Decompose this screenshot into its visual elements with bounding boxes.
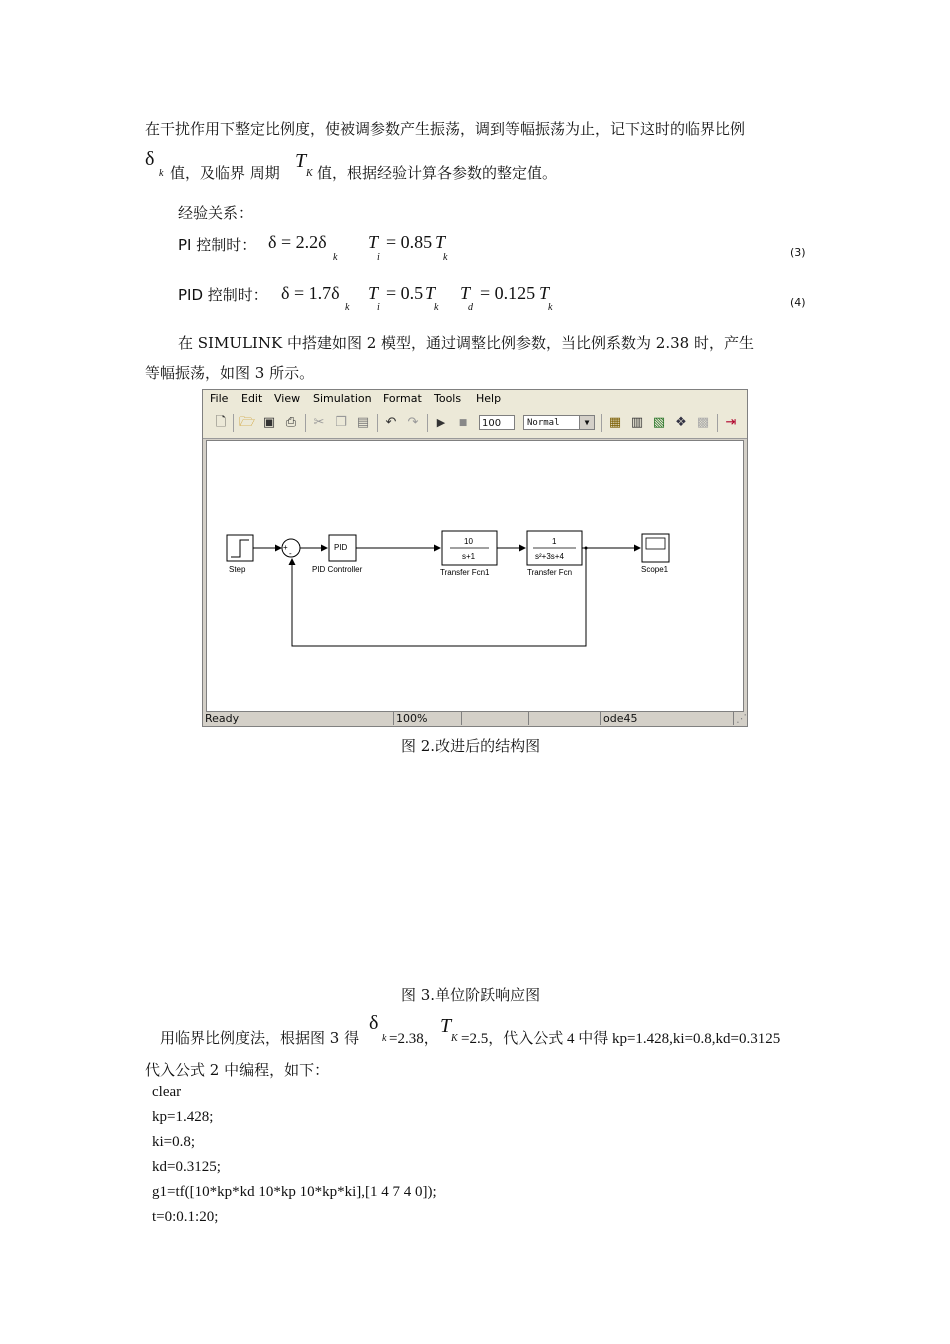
pid-equation-part: δ = 1.7δ — [281, 283, 340, 303]
save-icon[interactable]: ▣ — [262, 415, 276, 430]
delta-symbol: δ — [145, 148, 155, 170]
delta-symbol: δ — [369, 1012, 379, 1034]
pid-equation-part: = 0.5 — [386, 283, 424, 303]
equation-symbol: T — [425, 283, 436, 303]
tf1-denominator: s+1 — [462, 552, 476, 561]
menu-help[interactable]: Help — [476, 392, 502, 405]
scope1-label: Scope1 — [641, 565, 669, 574]
equation-symbol: T — [460, 283, 471, 303]
toolbar-separator — [305, 414, 306, 432]
step-label: Step — [229, 565, 246, 574]
toolbar-separator — [601, 414, 602, 432]
step-block[interactable] — [227, 535, 253, 561]
code-line: clear — [152, 1084, 182, 1100]
menu-view[interactable]: View — [274, 392, 301, 405]
pid-block-text: PID — [334, 543, 348, 552]
simulink-window — [202, 389, 748, 727]
toolbar-separator — [427, 414, 428, 432]
status-ready: Ready — [205, 712, 240, 725]
subscript: k — [382, 1033, 387, 1044]
paragraph-text: =2.38， — [389, 1031, 439, 1047]
subscript: K — [306, 168, 313, 179]
paragraph-text: 用临界比例度法，根据图 3 得 — [160, 1029, 360, 1047]
new-model-icon[interactable]: 🗋 — [215, 415, 227, 430]
cut-icon[interactable]: ✂ — [313, 415, 325, 430]
code-line: kd=0.3125; — [152, 1159, 221, 1175]
pid-equation-part: = 0.125 — [480, 283, 536, 303]
paragraph-text: =2.5，代入公式 4 中得 kp=1.428,ki=0.8,kd=0.3125 — [461, 1031, 781, 1047]
equation-number: (3) — [790, 246, 806, 259]
toolbar-separator — [233, 414, 234, 432]
equation-number: (4) — [790, 296, 806, 309]
chevron-down-icon: ▼ — [579, 416, 594, 429]
pid-controller-label: PID Controller — [312, 565, 363, 574]
code-line: g1=tf([10*kp*kd 10*kp 10*kp*ki],[1 4 7 4 0]); — [152, 1184, 437, 1200]
stop-time-input[interactable]: 100 — [479, 415, 515, 430]
debugger-icon[interactable]: ▩ — [696, 415, 710, 430]
library-browser-icon[interactable]: ❖ — [675, 415, 687, 430]
code-line: kp=1.428; — [152, 1109, 214, 1125]
paragraph-line: 代入公式 2 中编程，如下： — [145, 1061, 330, 1079]
toolbar-separator — [717, 414, 718, 432]
tf2-denominator: s²+3s+4 — [535, 552, 564, 561]
pi-equation-part: = 0.85 — [386, 232, 433, 252]
equation-symbol: T — [368, 283, 379, 303]
resize-grip-icon[interactable]: ⋰ — [733, 712, 748, 725]
status-solver: ode45 — [600, 712, 733, 725]
stop-simulation-icon[interactable]: ■ — [458, 418, 468, 428]
simulation-mode-value: Normal — [527, 418, 560, 428]
exit-icon[interactable]: ⇥ — [725, 415, 737, 430]
subscript: K — [451, 1033, 458, 1044]
subscript: i — [377, 302, 380, 313]
sum-minus-sign: - — [289, 549, 292, 558]
menu-tools[interactable]: Tools — [434, 392, 462, 405]
period-symbol: T — [295, 150, 307, 172]
equation-symbol: T — [435, 232, 446, 252]
subscript: d — [468, 302, 473, 313]
update-diagram-icon[interactable]: ▥ — [630, 415, 644, 430]
paragraph-line: 在干扰作用下整定比例度，使被调参数产生振荡，调到等幅振荡为止，记下这时的临界比例 — [145, 120, 746, 138]
subscript: k — [345, 302, 350, 313]
paragraph-text: 值，及临界 周期 — [170, 164, 280, 182]
pi-equation-part: δ = 2.2δ — [268, 232, 327, 252]
simulation-mode-select[interactable] — [523, 415, 595, 430]
sum-plus-sign: + — [283, 543, 288, 552]
model-explorer-icon[interactable]: ▧ — [652, 415, 666, 430]
tf1-numerator: 10 — [464, 537, 473, 546]
paragraph-line: 等幅振荡，如图 3 所示。 — [145, 364, 315, 382]
block-diagram — [207, 441, 743, 711]
status-zoom: 100% — [393, 712, 462, 725]
copy-icon[interactable]: ❐ — [335, 415, 347, 430]
subscript: k — [434, 302, 439, 313]
toolbar — [203, 408, 747, 439]
equation-symbol: T — [539, 283, 550, 303]
subscript: i — [377, 252, 380, 263]
menu-edit[interactable]: Edit — [241, 392, 263, 405]
menu-file[interactable]: File — [210, 392, 229, 405]
transfer-fcn-label: Transfer Fcn — [527, 568, 573, 577]
open-folder-icon[interactable]: 🗁 — [239, 415, 256, 430]
build-icon[interactable]: ▦ — [608, 415, 622, 430]
code-line: ki=0.8; — [152, 1134, 196, 1150]
model-canvas[interactable] — [206, 440, 744, 712]
menu-bar — [203, 390, 747, 408]
pi-label: PI 控制时： — [178, 236, 257, 254]
redo-icon[interactable]: ↷ — [407, 415, 419, 430]
status-empty — [461, 712, 528, 725]
scope-block[interactable] — [642, 534, 669, 562]
subscript: k — [333, 252, 338, 263]
paragraph-line: 在 SIMULINK 中搭建如图 2 模型，通过调整比例参数，当比例系数为 2.38 时，产生 — [178, 334, 754, 352]
paragraph-text: 值，根据经验计算各参数的整定值。 — [317, 164, 558, 182]
figure-caption: 图 3.单位阶跃响应图 — [401, 986, 541, 1004]
menu-simulation[interactable]: Simulation — [313, 392, 372, 405]
toolbar-separator — [377, 414, 378, 432]
paste-icon[interactable]: ▤ — [356, 415, 370, 430]
menu-format[interactable]: Format — [383, 392, 422, 405]
pid-label: PID 控制时： — [178, 286, 268, 304]
period-symbol: T — [440, 1015, 452, 1037]
experience-label: 经验关系： — [178, 204, 254, 222]
figure-caption: 图 2.改进后的结构图 — [401, 737, 541, 755]
print-icon[interactable]: ⎙ — [285, 415, 297, 430]
undo-icon[interactable]: ↶ — [385, 415, 397, 430]
code-line: t=0:0.1:20; — [152, 1209, 219, 1225]
subscript: k — [548, 302, 553, 313]
start-simulation-icon[interactable]: ▶ — [436, 416, 446, 429]
tf2-numerator: 1 — [552, 537, 557, 546]
transfer-fcn1-label: Transfer Fcn1 — [440, 568, 490, 577]
status-empty — [528, 712, 601, 725]
subscript: k — [159, 168, 164, 179]
equation-symbol: T — [368, 232, 379, 252]
status-bar — [203, 712, 747, 726]
subscript: k — [443, 252, 448, 263]
